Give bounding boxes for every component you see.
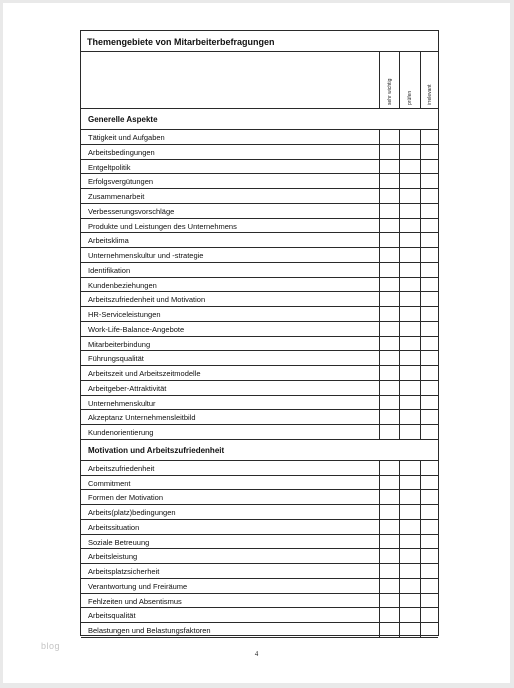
checkbox-cell[interactable] <box>399 396 420 410</box>
table-row <box>81 535 438 550</box>
table-row <box>81 623 438 638</box>
checkbox-cell[interactable] <box>420 608 439 622</box>
checkbox-cell[interactable] <box>399 189 420 203</box>
topic-label: HR-Serviceleistungen <box>88 310 161 319</box>
topic-label: Verantwortung und Freiräume <box>88 581 188 591</box>
topic-label: Entgeltpolitik <box>88 162 131 172</box>
page-number: 4 <box>254 650 259 658</box>
checkbox-cell[interactable] <box>420 307 439 321</box>
document-page <box>3 3 510 683</box>
checkbox-cell[interactable] <box>420 505 439 519</box>
table-row <box>81 204 438 219</box>
checkbox-cell[interactable] <box>420 204 439 218</box>
checkbox-cell[interactable] <box>420 381 439 395</box>
table-title: Themengebiete von Mitarbeiterbefragungen <box>81 31 438 52</box>
checkbox-cell[interactable] <box>379 307 400 321</box>
checkbox-cell[interactable] <box>379 564 400 578</box>
checkbox-cell[interactable] <box>420 292 439 306</box>
column-header-1 <box>379 52 400 108</box>
topic-label: Arbeits(platz)bedingungen <box>88 508 176 517</box>
checkbox-cell[interactable] <box>420 410 439 424</box>
checkbox-cell[interactable] <box>379 381 400 395</box>
checkbox-cell[interactable] <box>420 594 439 608</box>
checkbox-cell[interactable] <box>399 248 420 262</box>
checkbox-cell[interactable] <box>399 366 420 380</box>
checkbox-cell[interactable] <box>379 351 400 365</box>
topic-label: Unternehmenskultur und -strategie <box>88 251 204 260</box>
table-row <box>81 160 438 175</box>
table-row <box>81 351 438 366</box>
checkbox-cell[interactable] <box>399 351 420 365</box>
checkbox-cell[interactable] <box>379 366 400 380</box>
checkbox-cell[interactable] <box>399 410 420 424</box>
topic-label: Soziale Betreuung <box>88 537 150 547</box>
table-row <box>81 263 438 278</box>
checkbox-cell[interactable] <box>420 490 439 504</box>
section-heading <box>81 440 438 461</box>
checkbox-cell[interactable] <box>399 145 420 159</box>
checkbox-cell[interactable] <box>420 535 439 549</box>
checkbox-cell[interactable] <box>420 174 439 188</box>
topic-label: Arbeitsplatzsicherheit <box>88 567 160 576</box>
topic-label: Work-Life-Balance-Angebote <box>88 324 185 334</box>
checkbox-cell[interactable] <box>379 278 400 292</box>
checkbox-cell[interactable] <box>399 608 420 622</box>
topic-label: Arbeitszufriedenheit <box>88 463 155 473</box>
checkbox-cell[interactable] <box>379 145 400 159</box>
checkbox-cell[interactable] <box>399 381 420 395</box>
checkbox-cell[interactable] <box>379 160 400 174</box>
checkbox-cell[interactable] <box>399 233 420 247</box>
column-header-label: irrelevant <box>427 84 433 105</box>
checkbox-cell[interactable] <box>420 219 439 233</box>
column-header-label: sehr wichtig <box>387 78 393 105</box>
checkbox-cell[interactable] <box>399 623 420 637</box>
topic-label: Arbeitsleistung <box>88 552 138 562</box>
topic-label: Formen der Motivation <box>88 493 164 503</box>
checkbox-cell[interactable] <box>379 322 400 336</box>
checkbox-cell[interactable] <box>399 292 420 306</box>
table-row <box>81 549 438 564</box>
topic-label: Identifikation <box>88 265 131 275</box>
checkbox-cell[interactable] <box>420 160 439 174</box>
checkbox-cell[interactable] <box>420 366 439 380</box>
checkbox-cell[interactable] <box>420 322 439 336</box>
table-row <box>81 248 438 263</box>
topic-label: Unternehmenskultur <box>88 398 156 408</box>
table-row <box>81 278 438 293</box>
table-row <box>81 594 438 609</box>
checkbox-cell[interactable] <box>379 292 400 306</box>
checkbox-cell[interactable] <box>420 145 439 159</box>
checkbox-cell[interactable] <box>399 505 420 519</box>
checkbox-cell[interactable] <box>379 425 400 439</box>
checkbox-cell[interactable] <box>379 535 400 549</box>
column-header-2 <box>399 52 420 108</box>
checkbox-cell[interactable] <box>420 564 439 578</box>
checkbox-cell[interactable] <box>399 579 420 593</box>
table-row <box>81 189 438 204</box>
checkbox-cell[interactable] <box>420 233 439 247</box>
topic-label: Kundenorientierung <box>88 428 154 437</box>
table-row <box>81 425 438 440</box>
checkbox-cell[interactable] <box>399 337 420 351</box>
checkbox-cell[interactable] <box>399 594 420 608</box>
checkbox-cell[interactable] <box>420 396 439 410</box>
topic-label: Produkte und Leistungen des Unternehmens <box>88 221 237 231</box>
section-heading <box>81 109 438 130</box>
topic-label: Verbesserungsvorschläge <box>88 206 175 216</box>
checkbox-cell[interactable] <box>379 204 400 218</box>
table-row <box>81 490 438 505</box>
checkbox-cell[interactable] <box>420 520 439 534</box>
checkbox-cell[interactable] <box>379 505 400 519</box>
checkbox-cell[interactable] <box>379 461 400 475</box>
checkbox-cell[interactable] <box>379 623 400 637</box>
checkbox-cell[interactable] <box>399 564 420 578</box>
watermark: blog <box>41 641 61 651</box>
table-row <box>81 292 438 307</box>
table-row <box>81 337 438 352</box>
table-row <box>81 130 438 145</box>
checkbox-cell[interactable] <box>399 520 420 534</box>
checkbox-cell[interactable] <box>399 160 420 174</box>
checkbox-cell[interactable] <box>420 130 439 144</box>
checkbox-cell[interactable] <box>420 623 439 637</box>
topic-label: Fehlzeiten und Absentismus <box>88 596 182 606</box>
topic-label: Tätigkeit und Aufgaben <box>88 133 165 142</box>
topic-label: Zusammenarbeit <box>88 192 145 201</box>
checkbox-cell[interactable] <box>399 219 420 233</box>
topic-label: Belastungen und Belastungsfaktoren <box>88 626 211 635</box>
topic-label: Arbeitsbedingungen <box>88 147 155 157</box>
checkbox-cell[interactable] <box>379 233 400 247</box>
topic-label: Arbeitsklima <box>88 236 129 246</box>
checkbox-cell[interactable] <box>379 174 400 188</box>
column-header-label: prüfen <box>407 90 413 105</box>
topic-label: Arbeitszufriedenheit und Motivation <box>88 295 206 305</box>
table-row <box>81 579 438 594</box>
checkbox-cell[interactable] <box>379 549 400 563</box>
checkbox-cell[interactable] <box>420 278 439 292</box>
checkbox-cell[interactable] <box>420 549 439 563</box>
column-header-row <box>81 52 438 109</box>
topic-label: Arbeitsqualität <box>88 611 136 621</box>
table-row <box>81 520 438 535</box>
table-row <box>81 145 438 160</box>
checkbox-cell[interactable] <box>399 476 420 490</box>
topic-label: Akzeptanz Unternehmensleitbild <box>88 413 196 423</box>
topic-label: Mitarbeiterbindung <box>88 339 151 349</box>
checkbox-cell[interactable] <box>399 322 420 336</box>
checkbox-cell[interactable] <box>399 174 420 188</box>
checkbox-cell[interactable] <box>379 476 400 490</box>
checkbox-cell[interactable] <box>420 263 439 277</box>
topic-label: Kundenbeziehungen <box>88 280 157 290</box>
survey-topics-table <box>80 30 439 636</box>
checkbox-cell[interactable] <box>379 594 400 608</box>
checkbox-cell[interactable] <box>379 189 400 203</box>
checkbox-cell[interactable] <box>379 130 400 144</box>
table-row <box>81 461 438 476</box>
checkbox-cell[interactable] <box>420 337 439 351</box>
table-row <box>81 233 438 248</box>
table-row <box>81 564 438 579</box>
topic-label: Führungsqualität <box>88 354 144 364</box>
checkbox-cell[interactable] <box>399 307 420 321</box>
topic-label: Arbeitssituation <box>88 522 140 532</box>
column-header-3 <box>420 52 439 108</box>
checkbox-cell[interactable] <box>420 189 439 203</box>
checkbox-cell[interactable] <box>420 248 439 262</box>
topic-label: Arbeitgeber-Attraktivität <box>88 383 167 393</box>
table-row <box>81 410 438 425</box>
table-row <box>81 476 438 491</box>
checkbox-cell[interactable] <box>379 490 400 504</box>
checkbox-cell[interactable] <box>379 608 400 622</box>
checkbox-cell[interactable] <box>399 549 420 563</box>
table-row <box>81 307 438 322</box>
topic-label: Arbeitszeit und Arbeitszeitmodelle <box>88 369 201 378</box>
checkbox-cell[interactable] <box>379 410 400 424</box>
checkbox-cell[interactable] <box>379 219 400 233</box>
checkbox-cell[interactable] <box>379 520 400 534</box>
section-heading-label: Motivation und Arbeitszufriedenheit <box>88 445 225 455</box>
checkbox-cell[interactable] <box>399 204 420 218</box>
table-row <box>81 381 438 396</box>
table-row <box>81 608 438 623</box>
checkbox-cell[interactable] <box>399 461 420 475</box>
topic-label: Commitment <box>88 478 131 488</box>
section-heading-label: Generelle Aspekte <box>88 115 158 124</box>
table-row <box>81 396 438 411</box>
table-row <box>81 366 438 381</box>
table-row <box>81 505 438 520</box>
checkbox-cell[interactable] <box>379 396 400 410</box>
checkbox-cell[interactable] <box>379 579 400 593</box>
checkbox-cell[interactable] <box>420 351 439 365</box>
table-row <box>81 219 438 234</box>
checkbox-cell[interactable] <box>399 425 420 439</box>
table-row <box>81 322 438 337</box>
checkbox-cell[interactable] <box>420 425 439 439</box>
checkbox-cell[interactable] <box>420 476 439 490</box>
checkbox-cell[interactable] <box>399 130 420 144</box>
checkbox-cell[interactable] <box>399 535 420 549</box>
checkbox-cell[interactable] <box>399 490 420 504</box>
checkbox-cell[interactable] <box>379 263 400 277</box>
checkbox-cell[interactable] <box>379 337 400 351</box>
checkbox-cell[interactable] <box>379 248 400 262</box>
checkbox-cell[interactable] <box>399 278 420 292</box>
checkbox-cell[interactable] <box>399 263 420 277</box>
table-row <box>81 174 438 189</box>
topic-label: Erfolgsvergütungen <box>88 177 154 187</box>
checkbox-cell[interactable] <box>420 461 439 475</box>
checkbox-cell[interactable] <box>420 579 439 593</box>
